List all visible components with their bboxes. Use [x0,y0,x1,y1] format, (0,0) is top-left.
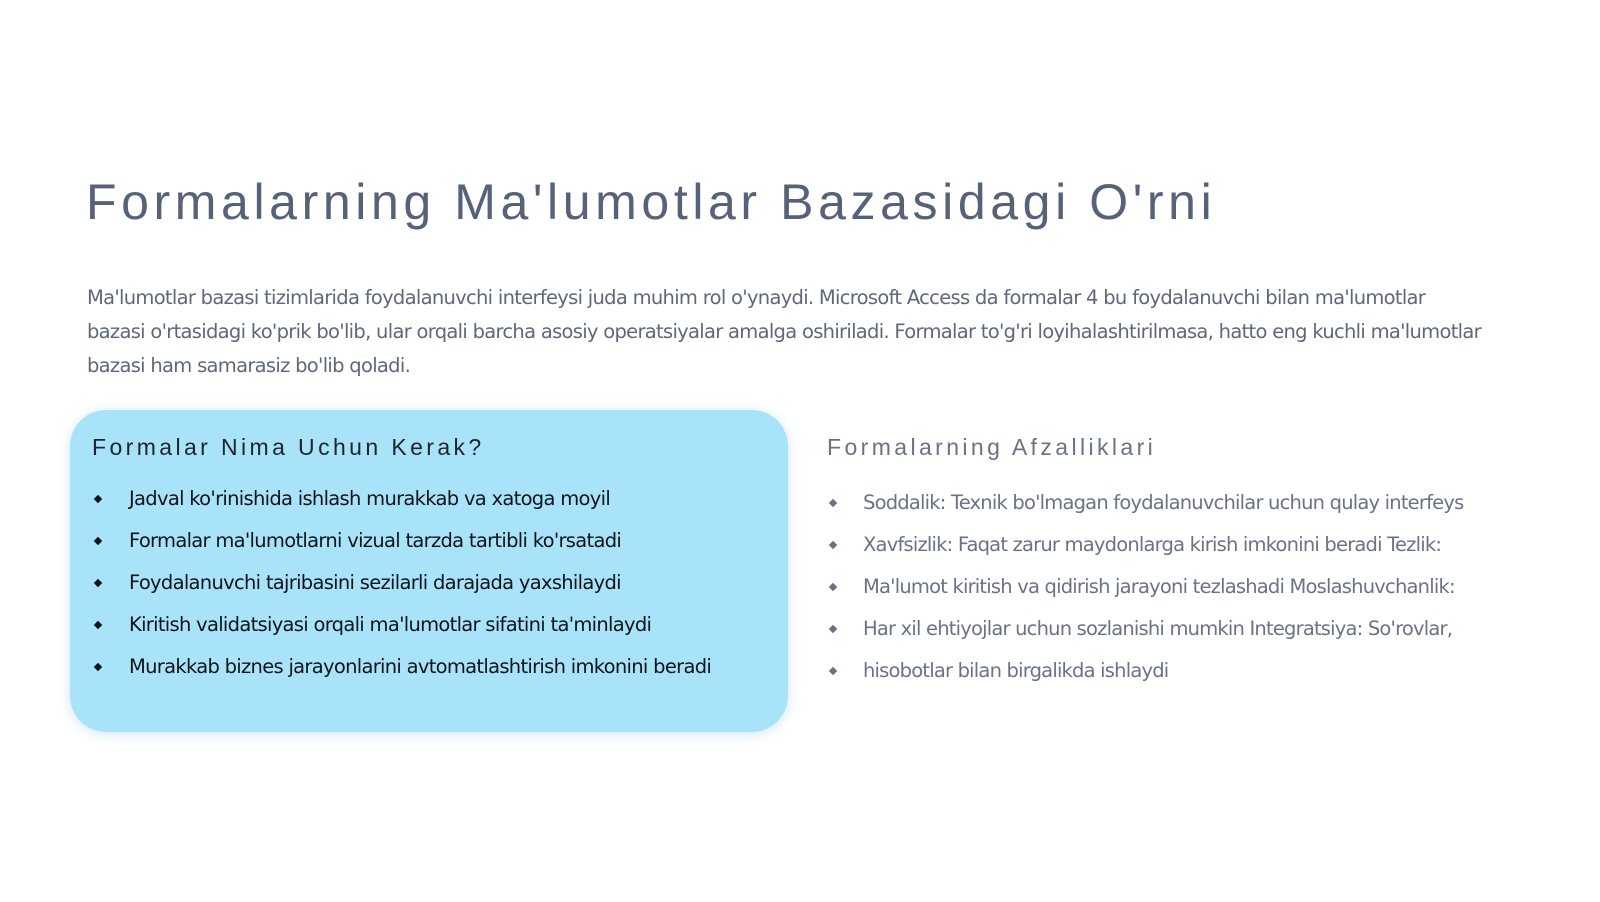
why-forms-list [92,486,712,696]
list-item: Foydalanuvchi tajribasini sezilarli darajada yaxshilaydi [92,570,712,595]
why-forms-card [70,410,788,732]
advantages-list [827,486,1507,696]
list-item: Xavfsizlik: Faqat zarur maydonlarga kirish imkonini beradi Tezlik: [827,528,1507,562]
slide-title: Formalarning Ma'lumotlar Bazasidagi O'rni [86,174,1217,230]
list-item: Kiritish validatsiyasi orqali ma'lumotlar sifatini ta'minlaydi [92,612,712,637]
list-item: Murakkab biznes jarayonlarini avtomatlashtirish imkonini beradi [92,654,712,679]
advantages-heading: Formalarning Afzalliklari [827,434,1157,460]
list-item: hisobotlar bilan birgalikda ishlaydi [827,654,1507,688]
list-item: Ma'lumot kiritish va qidirish jarayoni tezlashadi Moslashuvchanlik: [827,570,1507,604]
list-item: Soddalik: Texnik bo'lmagan foydalanuvchilar uchun qulay interfeys [827,486,1507,520]
list-item: Formalar ma'lumotlarni vizual tarzda tartibli ko'rsatadi [92,528,712,553]
intro-paragraph: Ma'lumotlar bazasi tizimlarida foydalanuvchi interfeysi juda muhim rol o'ynaydi. Microsoft Access da formalar 4 bu foydalanuvchi bilan ma'lumotlar bazasi o'rtasidagi ko'prik bo'lib, ular orqali barcha asosiy operatsiyalar amalga oshiriladi. Formalar to'g'ri loyihalashtirilmasa, hatto eng kuchli ma'lumotlar bazasi ham samarasiz bo'lib qoladi. [87,286,1481,377]
list-item: Jadval ko'rinishida ishlash murakkab va xatoga moyil [92,486,712,511]
list-item: Har xil ehtiyojlar uchun sozlanishi mumkin Integratsiya: So'rovlar, [827,612,1507,646]
why-forms-heading: Formalar Nima Uchun Kerak? [92,434,485,460]
